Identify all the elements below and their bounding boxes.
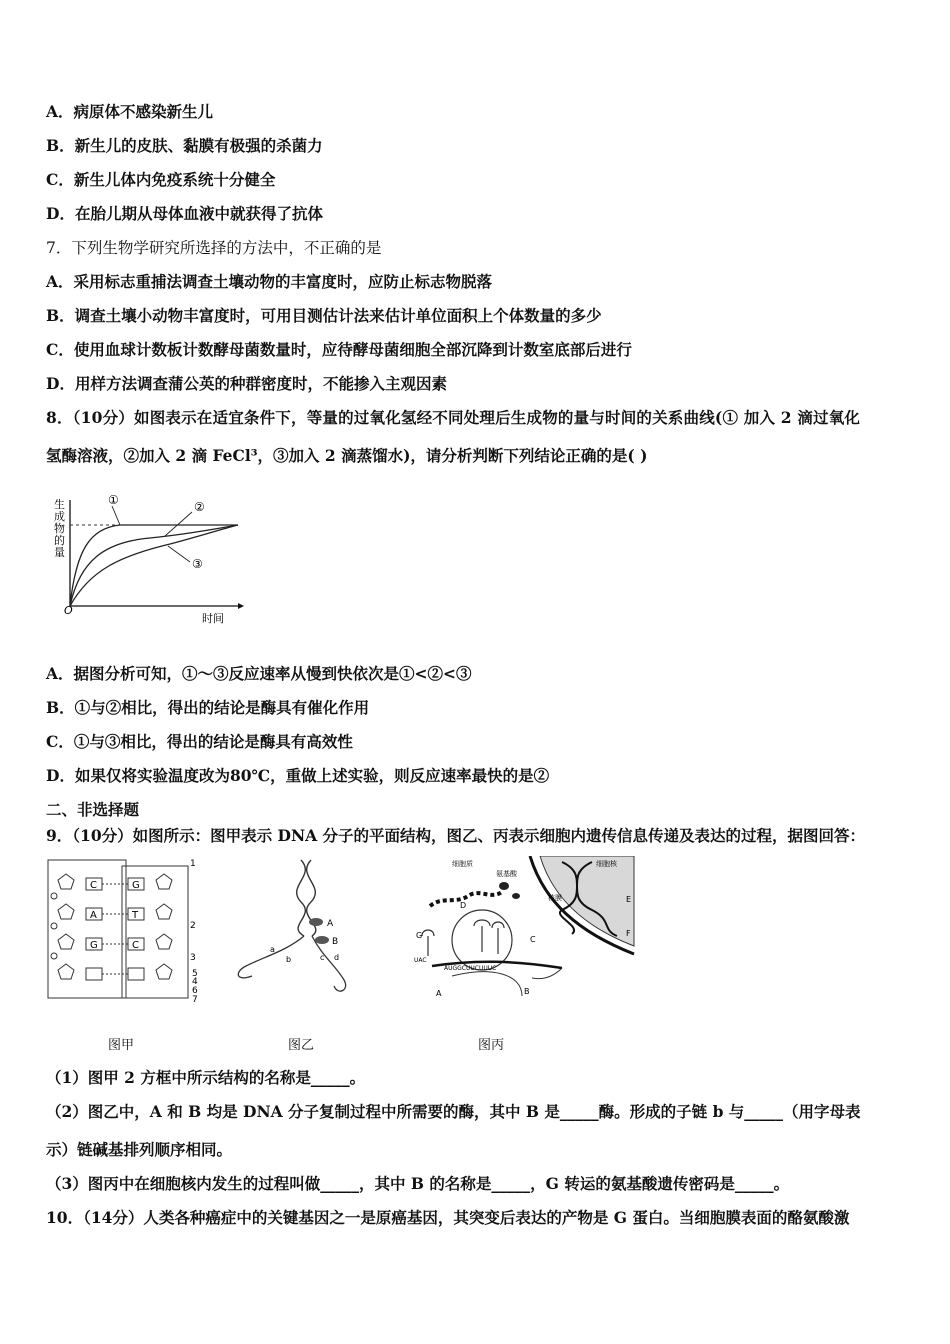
daughter-strand [312, 936, 346, 991]
small-subunit [452, 972, 522, 996]
pointer-3 [168, 546, 190, 562]
left-strand-frame [48, 860, 126, 998]
q8-option-b: B．①与②相比，得出的结论是酶具有催化作用 [46, 698, 370, 717]
label-c-strand: c [320, 953, 325, 962]
q9-stem: 9．（10分）如图所示：图甲表示 DNA 分子的平面结构，图乙、丙表示细胞内遗传信息传递及表达的过程，据图回答： [46, 826, 866, 845]
enzyme-b [315, 936, 329, 944]
q7-option-a: A．采用标志重捕法调查土壤动物的丰富度时，应防止标志物脱落 [46, 272, 493, 291]
pointer-1 [112, 506, 120, 525]
q6-option-a: A．病原体不感染新生儿 [46, 102, 214, 121]
label-cytoplasm: 细胞质 [452, 860, 473, 868]
label-d: D [460, 901, 467, 910]
origin-label: O [64, 604, 73, 617]
fig-b-dna-replication [226, 856, 376, 1006]
q6-option-b: B．新生儿的皮肤、黏膜有极强的杀菌力 [46, 136, 323, 155]
label-nucleus: 细胞核 [596, 860, 617, 868]
number-label: 4 [192, 977, 198, 987]
q7-stem: 7．下列生物学研究所选择的方法中，不正确的是 [46, 239, 382, 257]
q9-sub2-line2: 示）链碱基排列顺序相同。 [46, 1140, 233, 1159]
label-f: F [626, 929, 631, 938]
label-a: A [327, 919, 334, 929]
sugar-shape [58, 904, 74, 919]
y-label-char: 物 [54, 522, 65, 535]
label-anticodon: UAC [414, 957, 427, 964]
pointer-2 [165, 512, 192, 536]
phosphate-circle [51, 893, 57, 899]
sugar-shape [156, 874, 172, 889]
q8-graph [50, 490, 250, 630]
amino-acid [512, 893, 520, 899]
sugar-shape [58, 874, 74, 889]
enzyme-a [309, 918, 323, 926]
fig-b-caption: 图乙 [288, 1038, 315, 1053]
label-c: C [530, 935, 536, 944]
label-b: B [332, 937, 339, 947]
q6-option-d: D．在胎儿期从母体血液中就获得了抗体 [46, 204, 323, 223]
curve-label-2: ② [194, 500, 205, 514]
number-label: 2 [190, 921, 196, 931]
trna [492, 922, 504, 954]
x-axis-arrow [238, 603, 244, 609]
label-d-strand: d [334, 953, 340, 962]
base-box [128, 968, 144, 980]
sugar-shape [156, 964, 172, 979]
number-label: 3 [190, 953, 196, 963]
x-axis-label: 时间 [202, 612, 224, 625]
fig-c-caption: 图丙 [478, 1038, 505, 1053]
q8-stem-line2: 氢酶溶液，②加入 2 滴 FeCl³，③加入 2 滴蒸馏水)，请分析判断下列结论正确的是( ) [46, 446, 648, 465]
q7-option-c: C．使用血球计数板计数酵母菌数量时，应待酵母菌细胞全部沉降到计数室底部后进行 [46, 340, 632, 359]
y-label-char: 成 [54, 510, 65, 523]
q9-sub1: （1）图甲 2 方框中所示结构的名称是_____。 [46, 1068, 366, 1087]
number-label: 5 [192, 969, 198, 979]
sugar-shape [58, 964, 74, 979]
base-label: A [90, 910, 97, 921]
label-a-strand: a [270, 945, 275, 954]
q8-option-a: A．据图分析可知，①～③反应速率从慢到快依次是①<②<③ [46, 664, 472, 683]
base-label: C [132, 940, 139, 951]
q8-option-c: C．①与③相比，得出的结论是酶具有高效性 [46, 732, 353, 751]
q8-stem-line1: 8．（10分）如图表示在适宜条件下，等量的过氧化氢经不同处理后生成物的量与时间的关系曲线(① 加入 2 滴过氧化 [46, 408, 861, 427]
base-box [86, 968, 102, 980]
label-b-strand: b [286, 955, 292, 964]
label-mrna-sequence: AUGGCUUCUUUC [444, 965, 497, 972]
base-label: G [132, 880, 140, 891]
fig-c-gene-expression [412, 856, 642, 1006]
number-label: 6 [192, 986, 198, 996]
label-nuclear-membrane: 核膜 [548, 894, 562, 902]
q7-option-d: D．用样方法调查蒲公英的种群密度时，不能掺入主观因素 [46, 374, 447, 393]
sugar-shape [156, 904, 172, 919]
number-label: 7 [192, 995, 198, 1005]
base-label: T [132, 910, 139, 921]
daughter-strand [238, 936, 304, 978]
label-b: B [524, 987, 530, 996]
curve-label-3: ③ [192, 557, 203, 571]
label-amino-acid: 氨基酸 [496, 870, 517, 878]
q6-option-c: C．新生儿体内免疫系统十分健全 [46, 170, 276, 189]
label-e: E [626, 895, 632, 904]
fig-a-dna-structure [44, 856, 204, 1006]
q7-option-b: B．调查土壤小动物丰富度时，可用目测估计法来估计单位面积上个体数量的多少 [46, 306, 602, 325]
number-label: 1 [190, 859, 196, 869]
base-label: G [90, 940, 98, 951]
transport-arrow [532, 968, 562, 979]
fig-a-caption: 图甲 [108, 1038, 135, 1053]
phosphate-circle [51, 923, 57, 929]
section-heading: 二、非选择题 [46, 800, 140, 819]
y-label-char: 量 [54, 546, 65, 559]
parent-strand [297, 860, 306, 936]
amino-acid [499, 882, 509, 890]
q9-sub2-line1: （2）图乙中，A 和 B 均是 DNA 分子复制过程中所需要的酶，其中 B 是_____酶。形成的子链 b 与_____（用字母表 [46, 1102, 861, 1121]
sugar-shape [156, 934, 172, 949]
label-g: G [416, 931, 423, 940]
q8-option-d: D．如果仅将实验温度改为80℃，重做上述实验，则反应速率最快的是② [46, 766, 550, 785]
trna [474, 920, 490, 952]
y-label-char: 生 [54, 498, 65, 511]
q9-sub3: （3）图丙中在细胞核内发生的过程叫做_____，其中 B 的名称是_____，G 转运的氨基酸遗传密码是_____。 [46, 1174, 790, 1193]
phosphate-circle [51, 953, 57, 959]
curve-2 [70, 525, 238, 606]
curve-label-1: ① [108, 493, 119, 507]
label-a: A [436, 989, 442, 998]
y-label-char: 的 [54, 534, 65, 547]
base-label: C [90, 880, 97, 891]
sugar-shape [58, 934, 74, 949]
q10-stem: 10．（14分）人类各种癌症中的关键基因之一是原癌基因，其突变后表达的产物是 G 蛋白。当细胞膜表面的酪氨酸激 [46, 1208, 850, 1227]
trna-g [422, 930, 434, 956]
